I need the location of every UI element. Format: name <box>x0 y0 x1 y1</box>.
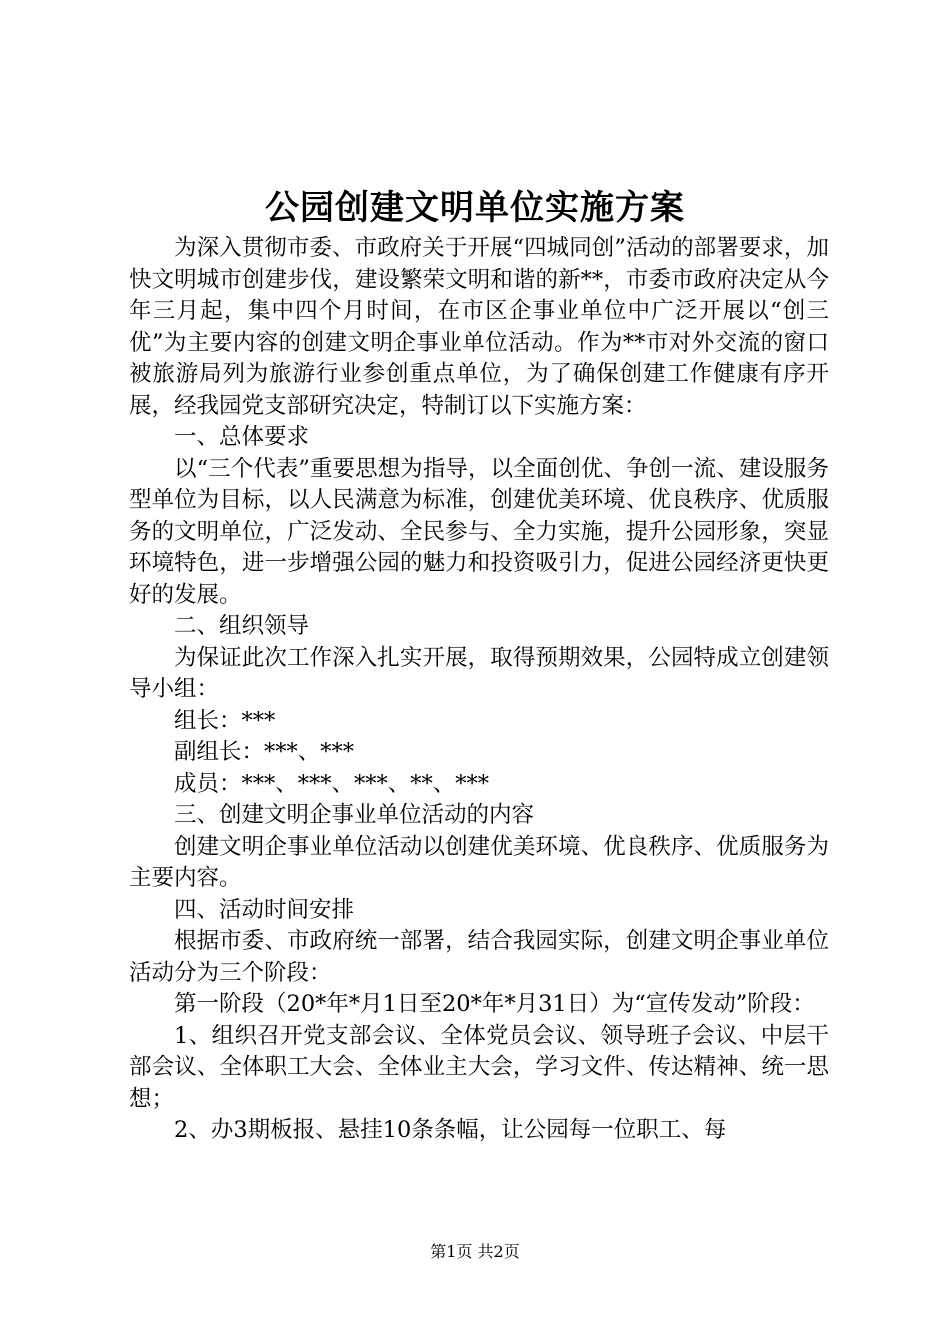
deputy-leader-line: 副组长：***、*** <box>174 739 355 765</box>
document-title: 公园创建文明单位实施方案 <box>265 188 685 228</box>
list-item-1: 1、组织召开党支部会议、全体党员会议、领导班子会议、中层干部会议、全体职工大会、全体业主大会，学习文件、传达精神、统一思想； <box>129 1022 829 1112</box>
members-line: 成员：***、***、***、**、*** <box>174 770 490 797</box>
leader-line: 组长：*** <box>174 707 276 734</box>
paragraph-intro: 为深入贯彻市委、市政府关于开展“四城同创”活动的部署要求，加快文明城市创建步伐，建设繁荣文明和谐的新**，市委市政府决定从今年三月起，集中四个月时间，在市区企事业单位中广泛开展以“创三优”为主要内容的创建文明企事业单位活动。作为**市对外交流的窗口被旅游局列为旅游行业参创重点单位，为了确保创建工作健康有序开展，经我园党支部研究决定，特制订以下实施方案： <box>129 235 829 419</box>
paragraph-schedule-intro: 根据市委、市政府统一部署，结合我园实际，创建文明企事业单位活动分为三个阶段： <box>129 928 829 986</box>
paragraph-general-requirements: 以“三个代表”重要思想为指导，以全面创优、争创一流、建设服务型单位为目标，以人民满意为标准，创建优美环境、优良秩序、优质服务的文明单位，广泛发动、全民参与、全力实施，提升公园形象，突显环境特色，进一步增强公园的魅力和投资吸引力，促进公园经济更快更好的发展。 <box>129 455 829 608</box>
list-item-2: 2、办3期板报、悬挂10条条幅，让公园每一位职工、每 <box>174 1117 727 1143</box>
section-heading-1: 一、总体要求 <box>174 424 310 450</box>
page-number-footer: 第1页 共2页 <box>430 1242 520 1261</box>
document-body <box>129 233 829 1147</box>
section-heading-2: 二、组织领导 <box>174 613 310 639</box>
paragraph-activity-content: 创建文明企事业单位活动以创建优美环境、优良秩序、优质服务为主要内容。 <box>129 833 829 891</box>
section-heading-3: 三、创建文明企事业单位活动的内容 <box>174 802 535 828</box>
paragraph-phase-one: 第一阶段（20*年*月1日至20*年*月31日）为“宣传发动”阶段： <box>174 991 815 1017</box>
paragraph-organization: 为保证此次工作深入扎实开展，取得预期效果，公园特成立创建领导小组： <box>129 644 829 702</box>
section-heading-4: 四、活动时间安排 <box>174 896 355 923</box>
